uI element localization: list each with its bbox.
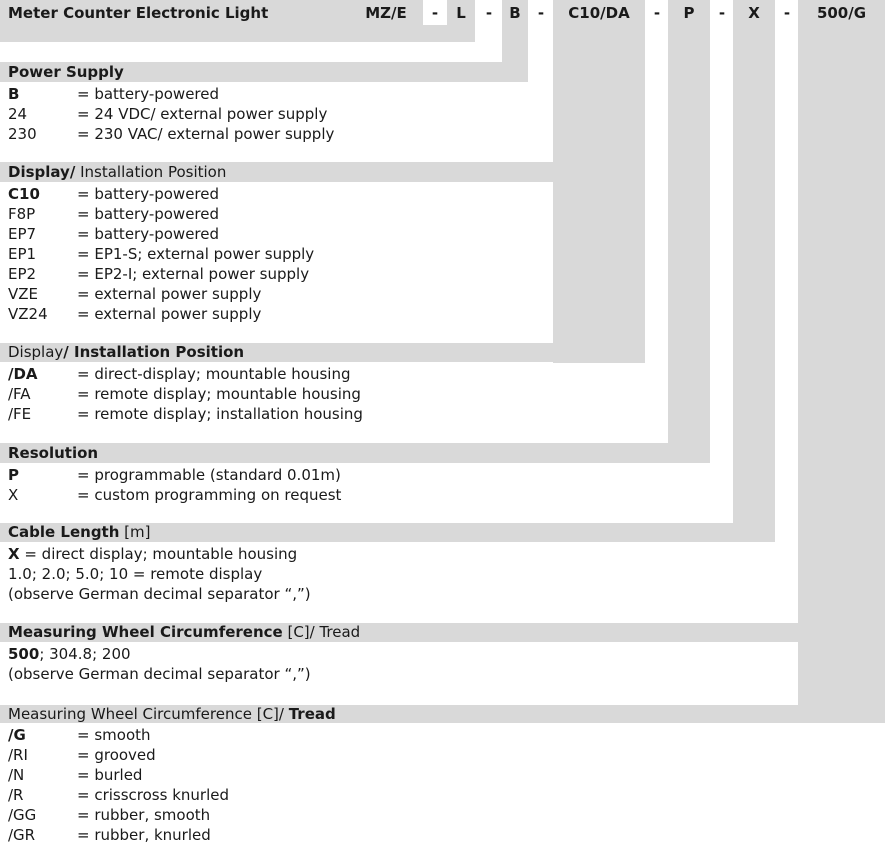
code-separator: - — [653, 4, 661, 22]
row-label: F8P — [8, 205, 36, 223]
connector-column-500g — [798, 0, 885, 723]
table-row — [0, 465, 341, 485]
heading-text-bold: Cable Length — [8, 523, 120, 541]
code-segment-p: P — [683, 4, 695, 22]
line-text: 1.0; 2.0; 5.0; 10 = remote display — [8, 565, 263, 583]
table-row — [0, 384, 363, 404]
code-segment-mze: MZ/E — [365, 4, 407, 22]
section-heading-display — [0, 162, 226, 182]
connector-column-p — [668, 0, 710, 463]
row-description: = battery-powered — [77, 225, 220, 243]
row-label: EP1 — [8, 245, 37, 263]
connector-column-x — [733, 0, 775, 542]
row-description: = remote display; mountable housing — [77, 385, 361, 403]
row-description: = direct-display; mountable housing — [77, 365, 351, 383]
row-label: /GR — [8, 826, 36, 844]
heading-text-bold: Tread — [288, 705, 336, 723]
row-description: = battery-powered — [77, 85, 220, 103]
row-label: /G — [8, 726, 26, 744]
row-label: P — [8, 466, 19, 484]
table-row — [0, 825, 229, 845]
table-row — [0, 184, 314, 204]
row-label: /RI — [8, 746, 28, 764]
heading-text: [m] — [119, 523, 151, 541]
line-text: (observe German decimal separator “,”) — [8, 585, 311, 603]
line-text: = direct display; mountable housing — [19, 545, 298, 563]
connector-column-c10da — [553, 0, 645, 363]
row-description: = grooved — [77, 746, 156, 764]
row-label: VZE — [8, 285, 39, 303]
line-text: (observe German decimal separator “,”) — [8, 665, 311, 683]
row-description: = 230 VAC/ external power supply — [77, 125, 335, 143]
code-separator: - — [431, 4, 439, 22]
row-description: = EP1-S; external power supply — [77, 245, 315, 263]
row-description: = programmable (standard 0.01m) — [77, 466, 341, 484]
line-text-bold: X — [8, 545, 20, 563]
section-rows-installation — [0, 364, 363, 424]
row-label: /FA — [8, 385, 31, 403]
row-label: /R — [8, 786, 24, 804]
table-row — [0, 364, 363, 384]
text-line — [0, 564, 311, 584]
section-heading-installation — [0, 343, 244, 362]
table-row — [0, 765, 229, 785]
row-description: = burled — [77, 766, 143, 784]
heading-text: [C]/ Tread — [282, 623, 361, 641]
text-line — [0, 544, 311, 564]
heading-text: Display — [8, 343, 64, 361]
table-row — [0, 785, 229, 805]
table-row — [0, 485, 341, 505]
code-separator: - — [783, 4, 791, 22]
line-text-bold: 500 — [8, 645, 40, 663]
code-segment-c10da: C10/DA — [568, 4, 630, 22]
table-row — [0, 404, 363, 424]
table-row — [0, 284, 314, 304]
line-text: ; 304.8; 200 — [39, 645, 131, 663]
row-description: = external power supply — [77, 285, 262, 303]
section-rows-resolution — [0, 465, 341, 505]
row-label: X — [8, 486, 19, 504]
row-label: EP7 — [8, 225, 37, 243]
table-row — [0, 244, 314, 264]
row-label: 230 — [8, 125, 37, 143]
row-description: = rubber, knurled — [77, 826, 211, 844]
row-label: C10 — [8, 185, 40, 203]
table-row — [0, 805, 229, 825]
table-row — [0, 204, 314, 224]
row-label: B — [8, 85, 20, 103]
row-description: = crisscross knurled — [77, 786, 229, 804]
row-description: = rubber, smooth — [77, 806, 211, 824]
heading-text: Measuring Wheel Circumference [C]/ — [8, 705, 289, 723]
section-rows-cable-length — [0, 544, 311, 604]
section-rows-circumference — [0, 644, 311, 684]
section-heading-circumference — [0, 623, 360, 642]
table-row — [0, 304, 314, 324]
heading-text-bold: Measuring Wheel Circumference — [8, 623, 283, 641]
heading-text-bold: Resolution — [8, 444, 99, 462]
table-row — [0, 725, 229, 745]
row-description: = battery-powered — [77, 205, 220, 223]
section-rows-display — [0, 184, 314, 324]
section-heading-power-supply — [0, 62, 124, 82]
row-description: = custom programming on request — [77, 486, 342, 504]
heading-text-bold: / Installation Position — [63, 343, 245, 361]
section-rows-tread — [0, 725, 229, 845]
row-label: EP2 — [8, 265, 37, 283]
table-row — [0, 224, 314, 244]
heading-text-bold: Power Supply — [8, 63, 124, 81]
row-description: = EP2-I; external power supply — [77, 265, 310, 283]
row-label: VZ24 — [8, 305, 48, 323]
section-rows-power-supply — [0, 84, 334, 144]
text-line — [0, 644, 311, 664]
table-row — [0, 104, 334, 124]
heading-text-bold: Display/ — [8, 163, 76, 181]
code-separator: - — [718, 4, 726, 22]
row-description: = battery-powered — [77, 185, 220, 203]
page-title: Meter Counter Electronic Light — [8, 4, 269, 22]
section-heading-tread — [0, 705, 336, 723]
table-row — [0, 745, 229, 765]
code-segment-b: B — [509, 4, 521, 22]
text-line — [0, 584, 311, 604]
row-description: = 24 VDC/ external power supply — [77, 105, 328, 123]
section-bar-resolution — [0, 443, 710, 463]
row-label: /GG — [8, 806, 37, 824]
row-description: = remote display; installation housing — [77, 405, 363, 423]
row-description: = smooth — [77, 726, 151, 744]
text-line — [0, 664, 311, 684]
table-row — [0, 264, 314, 284]
code-separator: - — [537, 4, 545, 22]
code-segment-500g: 500/G — [816, 4, 867, 22]
row-label: /DA — [8, 365, 38, 383]
code-segment-l: L — [456, 4, 466, 22]
section-heading-resolution — [0, 443, 98, 463]
row-label: 24 — [8, 105, 28, 123]
table-row — [0, 124, 334, 144]
code-segment-x: X — [748, 4, 760, 22]
row-description: = external power supply — [77, 305, 262, 323]
section-heading-cable-length — [0, 523, 151, 542]
code-separator: - — [485, 4, 493, 22]
heading-text: Installation Position — [75, 163, 227, 181]
table-row — [0, 84, 334, 104]
row-label: /N — [8, 766, 25, 784]
row-label: /FE — [8, 405, 32, 423]
